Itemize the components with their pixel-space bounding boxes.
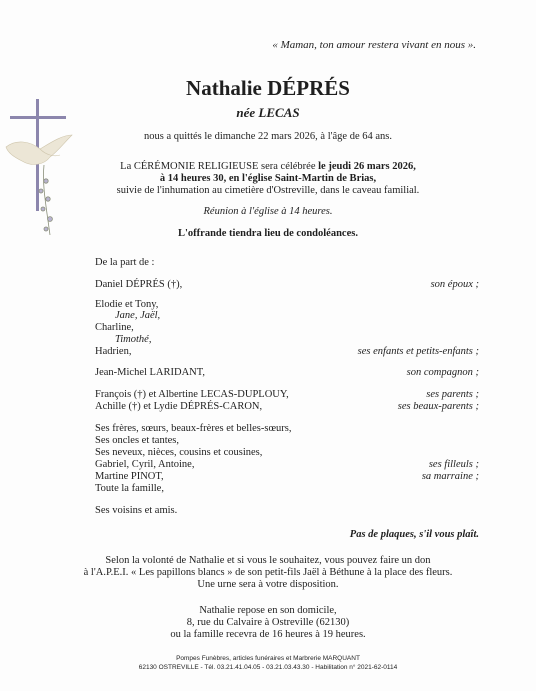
family-member: Ses voisins et amis. <box>95 505 178 516</box>
family-role: ses filleuls ; <box>428 459 479 470</box>
epitaph-quote: « Maman, ton amour restera vivant en nous ». <box>272 39 476 51</box>
family-member: Achille (†) et Lydie DÉPRÉS-CARON, <box>95 401 263 412</box>
donation-line-1: Selon la volonté de Nathalie et si vous le souhaitez, vous pouvez faire un don <box>105 555 431 566</box>
family-role: sa marraine ; <box>421 471 479 482</box>
family-member: François (†) et Albertine LECAS-DUPLOUY, <box>95 389 289 400</box>
maiden-name: née LECAS <box>236 105 300 120</box>
rest-line-1: Nathalie repose en son domicile, <box>199 605 337 616</box>
family-member: Timothé, <box>115 334 152 345</box>
rest-line-3: ou la famille recevra de 16 heures à 19 heures. <box>170 629 366 640</box>
family-member: Jean-Michel LARIDANT, <box>95 367 206 378</box>
ceremony-line-3: suivie de l'inhumation au cimetière d'Ostreville, dans le caveau familial. <box>116 185 420 196</box>
reunion-note: Réunion à l'église à 14 heures. <box>203 206 333 217</box>
family-member: Gabriel, Cyril, Antoine, <box>95 459 195 470</box>
ceremony-line-2: à 14 heures 30, en l'église Saint-Martin de Brias, <box>159 173 377 184</box>
death-notice: nous a quittés le dimanche 22 mars 2026, à l'âge de 64 ans. <box>144 131 392 142</box>
donation-line-3: Une urne sera à votre disposition. <box>197 579 339 590</box>
offering-note: L'offrande tiendra lieu de condoléances. <box>178 228 358 239</box>
family-role: ses enfants et petits-enfants ; <box>357 346 479 357</box>
family-member: Ses frères, sœurs, beaux-frères et belles-sœurs, <box>95 423 292 434</box>
family-member: Martine PINOT, <box>95 471 164 482</box>
from-label: De la part de : <box>95 257 155 268</box>
ceremony-date: le jeudi 26 mars 2026, <box>318 161 416 172</box>
rest-line-2: 8, rue du Calvaire à Ostreville (62130) <box>186 617 350 628</box>
family-member: Elodie et Tony, <box>95 299 159 310</box>
ceremony-intro: La CÉRÉMONIE RELIGIEUSE sera célébrée <box>120 161 319 172</box>
footer-contact: 62130 OSTREVILLE - Tél. 03.21.41.04.05 - 03.21.03.43.30 - Habilitation n° 2021-62-0114 <box>138 664 398 671</box>
family-role: son compagnon ; <box>406 367 479 378</box>
family-member: Daniel DÉPRÉS (†), <box>95 279 183 290</box>
footer-company: Pompes Funèbres, articles funéraires et Marbrerie MARQUANT <box>176 655 360 662</box>
family-member: Charline, <box>95 322 134 333</box>
ceremony-line-1 <box>0 161 536 172</box>
family-member: Ses neveux, nièces, cousins et cousines, <box>95 447 263 458</box>
no-plates-note: Pas de plaques, s'il vous plaît. <box>349 529 479 540</box>
family-member: Jane, Jaël, <box>115 310 161 321</box>
family-role: ses beaux-parents ; <box>397 401 479 412</box>
family-member: Ses oncles et tantes, <box>95 435 179 446</box>
family-role: son époux ; <box>430 279 479 290</box>
family-member: Hadrien, <box>95 346 132 357</box>
family-role: ses parents ; <box>426 389 479 400</box>
family-member: Toute la famille, <box>95 483 164 494</box>
deceased-name: Nathalie DÉPRÉS <box>186 76 350 100</box>
donation-line-2: à l'A.P.E.I. « Les papillons blancs » de son petit-fils Jaël à Béthune à la place des fleurs. <box>83 567 453 578</box>
